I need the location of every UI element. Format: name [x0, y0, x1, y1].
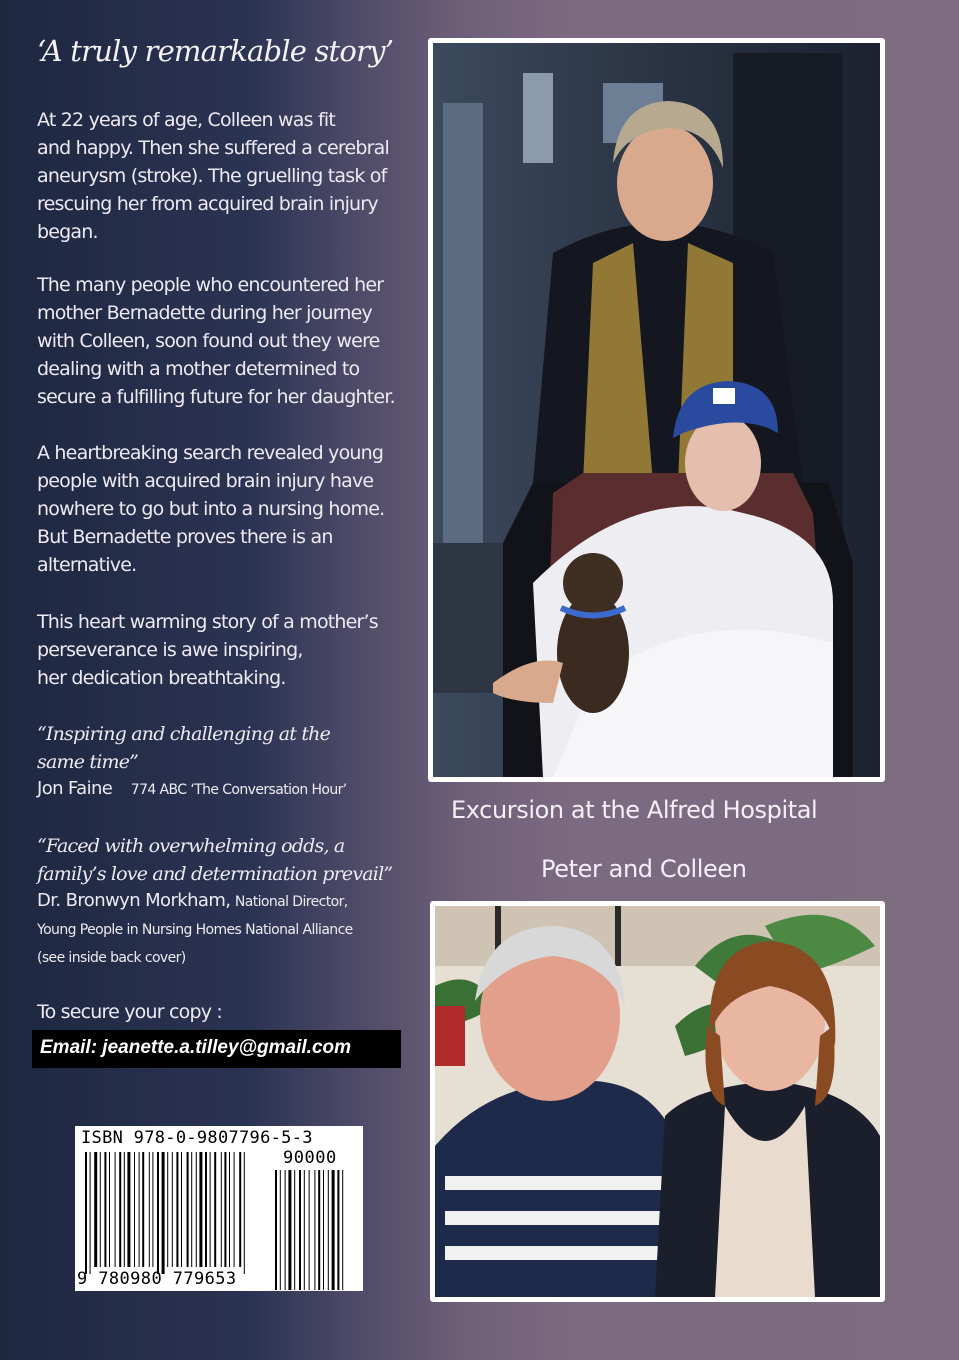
review-quote-1: [37, 720, 422, 776]
review-quote-2: [37, 832, 422, 888]
reviewer-note: (see inside back cover): [37, 950, 186, 966]
blurb-line: began.: [37, 221, 98, 243]
order-email: Email: jeanette.a.tilley@gmail.com: [32, 1030, 401, 1068]
blurb-paragraph-3: [37, 439, 422, 579]
blurb-line: A heartbreaking search revealed young: [37, 442, 384, 464]
blurb-line: and happy. Then she suffered a cerebral: [37, 137, 389, 159]
peter-and-colleen-photo: [430, 901, 885, 1302]
blurb-line: The many people who encountered her: [37, 274, 384, 296]
bottom-photo-caption: Peter and Colleen: [541, 855, 747, 883]
isbn-barcode: [75, 1126, 363, 1291]
blurb-line: perseverance is awe inspiring,: [37, 639, 303, 661]
barcode-number: 9 780980 779653: [77, 1269, 237, 1289]
review-attribution-2: [37, 890, 348, 911]
back-cover-heading: ‘A truly remarkable story’: [37, 34, 394, 68]
reviewer-source: 774 ABC ‘The Conversation Hour’: [130, 782, 347, 798]
barcode-addon-number: 90000: [283, 1148, 337, 1168]
reviewer-organisation: Young People in Nursing Homes National Alliance: [37, 922, 353, 938]
blurb-line: with Colleen, soon found out they were: [37, 330, 380, 352]
barcode-bars: [75, 1126, 363, 1291]
blurb-line: dealing with a mother determined to: [37, 358, 360, 380]
photo-illustration: [433, 43, 880, 777]
blurb-line: This heart warming story of a mother’s: [37, 611, 378, 633]
blurb-line: her dedication breathtaking.: [37, 667, 286, 689]
quote-line: same time”: [37, 751, 139, 773]
photo-illustration: [435, 906, 880, 1297]
blurb-line: people with acquired brain injury have: [37, 470, 374, 492]
quote-line: “Inspiring and challenging at the: [37, 723, 331, 745]
order-label: To secure your copy :: [37, 1001, 223, 1023]
blurb-line: alternative.: [37, 554, 137, 576]
reviewer-name: Dr. Bronwyn Morkham,: [37, 890, 231, 911]
blurb-line: nowhere to go but into a nursing home.: [37, 498, 385, 520]
blurb-line: mother Bernadette during her journey: [37, 302, 372, 324]
review-attribution-1: [37, 778, 347, 799]
blurb-line: At 22 years of age, Colleen was fit: [37, 109, 335, 131]
top-photo-caption: Excursion at the Alfred Hospital: [451, 796, 818, 824]
blurb-line: rescuing her from acquired brain injury: [37, 193, 378, 215]
quote-line: “Faced with overwhelming odds, a: [37, 835, 345, 857]
quote-line: family’s love and determination prevail”: [37, 863, 393, 885]
isbn-number: ISBN 978-0-9807796-5-3: [81, 1128, 313, 1148]
blurb-paragraph-1: [37, 106, 422, 246]
blurb-line: secure a fulfilling future for her daughter.: [37, 386, 395, 408]
blurb-paragraph-2: [37, 271, 422, 411]
reviewer-name: Jon Faine: [37, 778, 113, 799]
reviewer-title: National Director,: [234, 894, 348, 910]
hospital-excursion-photo: [428, 38, 885, 782]
blurb-paragraph-4: [37, 608, 422, 692]
blurb-line: aneurysm (stroke). The gruelling task of: [37, 165, 387, 187]
blurb-line: But Bernadette proves there is an: [37, 526, 333, 548]
